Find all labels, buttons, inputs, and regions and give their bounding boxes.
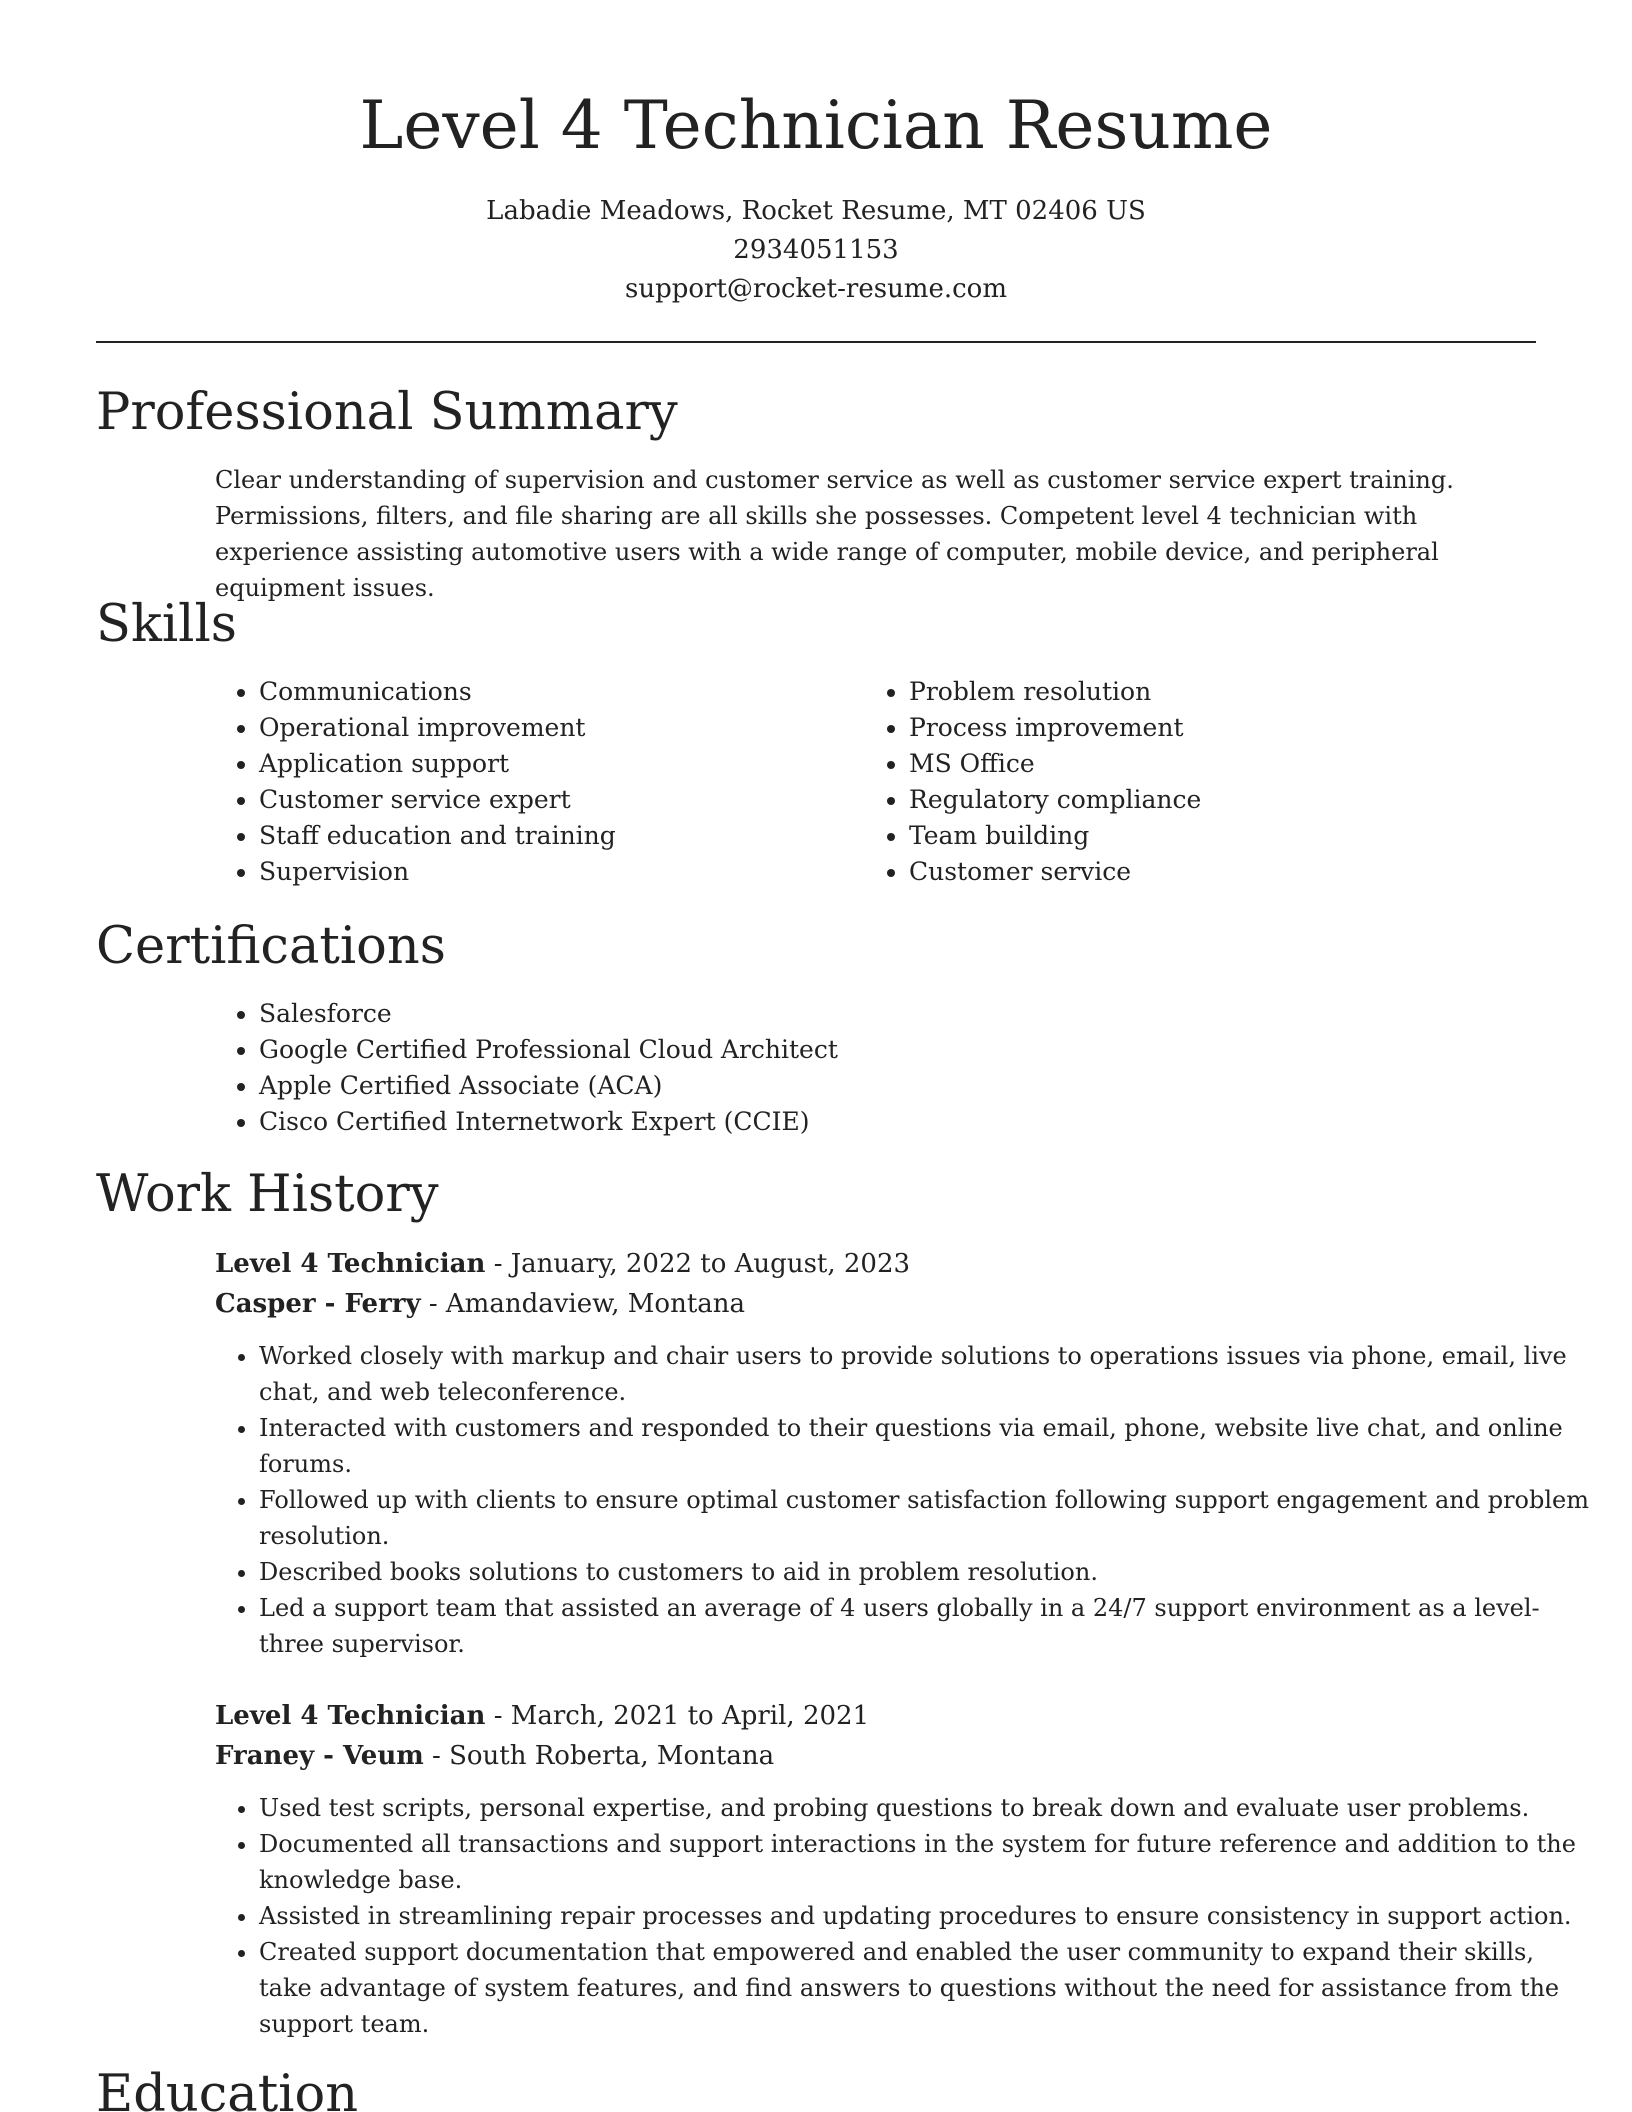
skill-item: • Regulatory compliance: [909, 782, 1509, 818]
skill-item: • Communications: [259, 674, 859, 710]
resume-title: Level 4 Technician Resume: [359, 87, 1273, 164]
job-company: Casper - Ferry: [215, 1289, 421, 1319]
skills-list-right: [865, 674, 1509, 890]
job-location: - South Roberta, Montana: [423, 1741, 775, 1771]
contact-email[interactable]: support@rocket-resume.com: [624, 274, 1007, 304]
skills-heading: Skills: [96, 595, 237, 654]
job-location: - Amandaview, Montana: [420, 1289, 746, 1319]
skill-item: • Staff education and training: [259, 818, 859, 854]
skill-item: • Process improvement: [909, 710, 1509, 746]
skill-item: • Team building: [909, 818, 1509, 854]
summary-text: Clear understanding of supervision and customer service as well as customer service expert training. Permissions, filters, and file sharing are all skills she possesses. Competent level 4 technician with experience assisting automotive users with a wide range of computer, mobile device, and peripheral equipment issues.: [215, 466, 1454, 602]
skill-item: • MS Office: [909, 746, 1509, 782]
contact-block: [0, 192, 1632, 309]
skill-item: • Application support: [259, 746, 859, 782]
skill-item: • Customer service expert: [259, 782, 859, 818]
certification-item: • Apple Certified Associate (ACA): [259, 1068, 1459, 1104]
duty-item: • Described books solutions to customers to aid in problem resolution.: [259, 1554, 1589, 1590]
duty-item: • Assisted in streamlining repair processes and updating procedures to ensure consistency in support action.: [259, 1898, 1589, 1934]
contact-address: Labadie Meadows, Rocket Resume, MT 02406 US: [486, 196, 1146, 226]
skills-list-left: [215, 674, 859, 890]
duty-item: • Interacted with customers and responded to their questions via email, phone, website live chat, and online forums.: [259, 1410, 1589, 1482]
header-divider: [96, 341, 1536, 343]
job-title: Level 4 Technician: [215, 1701, 486, 1731]
job-title-line: [215, 1696, 869, 1736]
contact-phone: 2934051153: [733, 235, 899, 265]
duty-item: • Led a support team that assisted an average of 4 users globally in a 24/7 support environment as a level-three supervisor.: [259, 1590, 1589, 1662]
skill-item: • Problem resolution: [909, 674, 1509, 710]
duty-item: • Followed up with clients to ensure optimal customer satisfaction following support engagement and problem resolution.: [259, 1482, 1589, 1554]
job-dates: - March, 2021 to April, 2021: [485, 1701, 870, 1731]
job-duties-list: [215, 1338, 1589, 1662]
skill-item: • Operational improvement: [259, 710, 859, 746]
job-company: Franey - Veum: [215, 1741, 424, 1771]
skill-item: • Customer service: [909, 854, 1509, 890]
summary-heading: Professional Summary: [96, 383, 678, 442]
certifications-list: [215, 996, 1459, 1140]
certification-item: • Cisco Certified Internetwork Expert (CCIE): [259, 1104, 1459, 1140]
work-history-heading: Work History: [96, 1165, 439, 1224]
duty-item: • Created support documentation that empowered and enabled the user community to expand their skills, take advantage of system features, and find answers to questions without the need for assistance from the support team.: [259, 1934, 1589, 2042]
job-duties-list: [215, 1790, 1589, 2042]
duty-item: • Worked closely with markup and chair users to provide solutions to operations issues via phone, email, live chat, and web teleconference.: [259, 1338, 1589, 1410]
job-title-line: [215, 1244, 910, 1284]
certification-item: • Salesforce: [259, 996, 1459, 1032]
duty-item: • Documented all transactions and support interactions in the system for future reference and addition to the knowledge base.: [259, 1826, 1589, 1898]
job-company-line: [215, 1284, 745, 1324]
certifications-heading: Certifications: [96, 917, 446, 976]
skill-item: • Supervision: [259, 854, 859, 890]
job-dates: - January, 2022 to August, 2023: [485, 1249, 911, 1279]
job-company-line: [215, 1736, 774, 1776]
education-heading: Education: [96, 2065, 359, 2112]
duty-item: • Used test scripts, personal expertise, and probing questions to break down and evaluate user problems.: [259, 1790, 1589, 1826]
certification-item: • Google Certified Professional Cloud Architect: [259, 1032, 1459, 1068]
job-title: Level 4 Technician: [215, 1249, 486, 1279]
